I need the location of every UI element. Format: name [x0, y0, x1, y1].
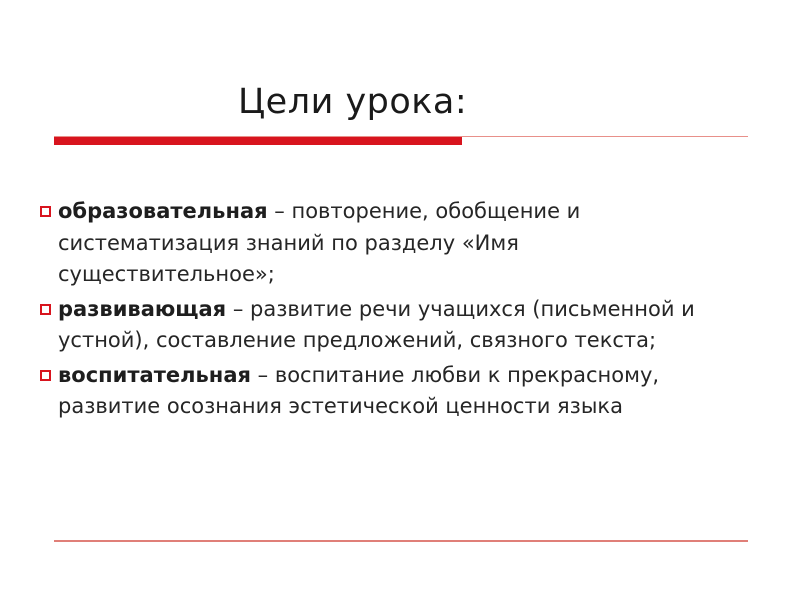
goal-item-developing: [40, 294, 740, 357]
goals-list: [40, 196, 740, 426]
square-bullet-icon: [40, 206, 51, 217]
goal-term: воспитательная: [58, 362, 251, 387]
goal-item-educational: [40, 196, 740, 291]
slide-title: Цели урока:: [238, 82, 468, 122]
square-bullet-icon: [40, 370, 51, 381]
title-divider-accent: [54, 137, 462, 145]
goal-term: образовательная: [58, 199, 268, 223]
goal-description: – повторение, обобщение и систематизация знаний по разделу «Имя существительное»;: [58, 199, 581, 286]
goal-term: развивающая: [58, 296, 227, 321]
square-bullet-icon: [40, 304, 51, 315]
goal-item-upbringing: [40, 360, 740, 423]
footer-divider: [54, 540, 748, 542]
goal-description: – развитие речи учащихся (письменной и устной), составление предложений, связного текста;: [58, 296, 695, 352]
goal-description: – воспитание любви к прекрасному, развитие осознания эстетической ценности языка: [58, 362, 660, 418]
